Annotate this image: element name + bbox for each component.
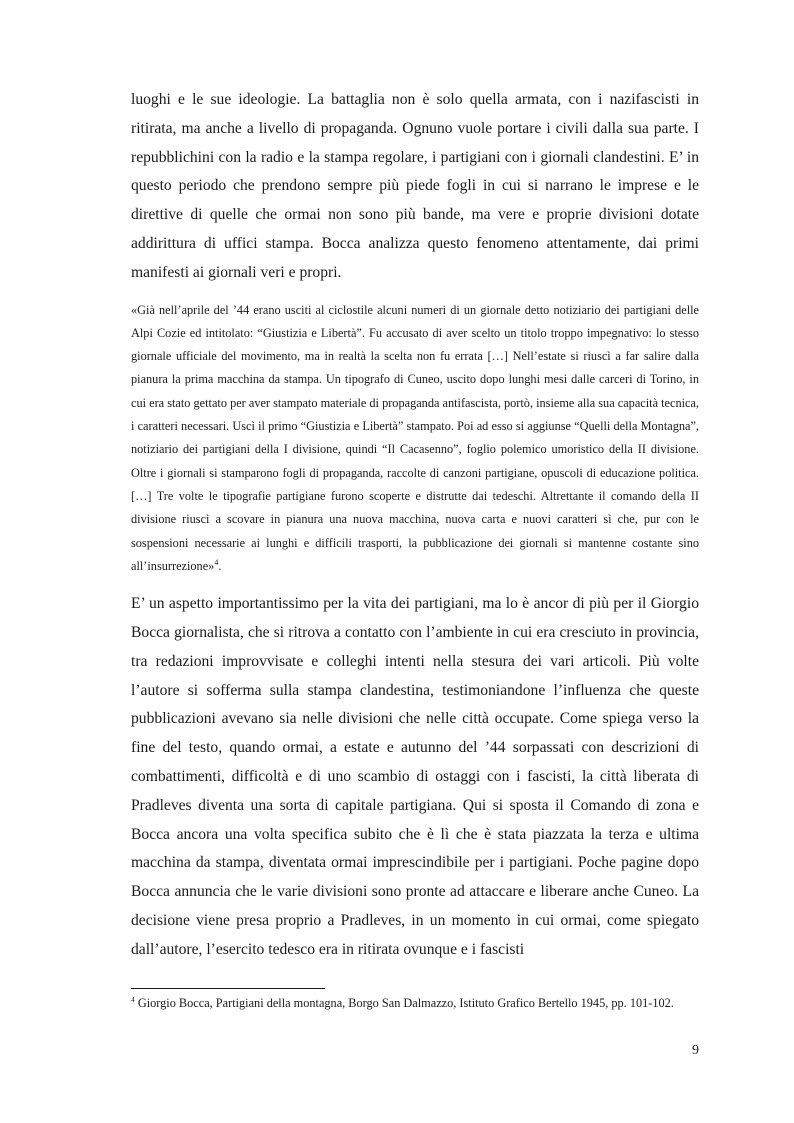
footnote-4 xyxy=(131,995,699,1012)
block-quote xyxy=(131,299,699,579)
page-number: 9 xyxy=(692,1043,699,1058)
page-body xyxy=(131,86,699,965)
block-quote-text: «Già nell’aprile del ’44 erano usciti al ciclostile alcuni numeri di un giornale detto notiziario dei partigiani delle Alpi Cozie ed intitolato: “Giustizia e Libertà”. Fu accusato di aver scelto un titolo troppo impegnativo: lo stesso giornale ufficiale del movimento, ma in realtà la scelta non fu errata […] Nell’estate si riuscì a far salire dalla pianura la prima macchina da stampa. Un tipografo di Cuneo, uscito dopo lunghi mesi dalle carceri di Torino, in cui era stato gettato per aver stampato materiale di propaganda antifascista, portò, insieme alla sua capacità tecnica, i caratteri necessari. Uscì il primo “Giustizia e Libertà” stampato. Poi ad esso si aggiunse “Quelli della Montagna”, notiziario dei partigiani della I divisione, quindi “Il Cacasenno”, foglio polemico umoristico della II divisione. Oltre i giornali si stamparono fogli di propaganda, raccolte di canzoni partigiane, opuscoli di educazione politica. […] Tre volte le tipografie partigiane furono scoperte e distrutte dai tedeschi. Altrettante il comando della II divisione riuscì a scovare in pianura una nuova macchina, nuova carta e nuovi caratteri sì che, pur con le sospensioni necessarie ai lunghi e difficili trasporti, la pubblicazione dei giornali si mantenne costante sino all’insurrezione» xyxy=(131,302,699,573)
block-quote-end: . xyxy=(218,558,222,573)
body-paragraph-2: E’ un aspetto importantissimo per la vita dei partigiani, ma lo è ancor di più per il Giorgio Bocca giornalista, che si ritrova a contatto con l’ambiente in cui era cresciuto in provincia, tra redazioni improvvisate e colleghi intenti nella stesura dei vari articoli. Più volte l’autore si sofferma sulla stampa clandestina, testimoniandone l’influenza che queste pubblicazioni avevano sia nelle divisioni che nelle città occupate. Come spiega verso la fine del testo, quando ormai, a estate e autunno del ’44 sorpassati con descrizioni di combattimenti, difficoltà e di uno scambio di ostaggi con i fascisti, la città liberata di Pradleves diventa una sorta di capitale partigiana. Qui si sposta il Comando di zona e Bocca ancora una volta specifica subito che è lì che è stata piazzata la terza e ultima macchina da stampa, diventata ormai imprescindibile per i partigiani. Poche pagine dopo Bocca annuncia che le varie divisioni sono pronte ad attaccare e liberare anche Cuneo. La decisione viene presa proprio a Pradleves, in un momento in cui ormai, come spiegato dall’autore, l’esercito tedesco era in ritirata ovunque e i fascisti xyxy=(131,595,699,958)
footnote-separator xyxy=(131,988,325,989)
body-paragraph-1: luoghi e le sue ideologie. La battaglia non è solo quella armata, con i nazifascisti in ritirata, ma anche a livello di propaganda. Ognuno vuole portare i civili dalla sua parte. I repubblichini con la radio e la stampa regolare, i partigiani con i giornali clandestini. E’ in questo periodo che prendono sempre più piede fogli in cui si narrano le imprese e le direttive di quelle che ormai non sono più bande, ma vere e proprie divisioni dotate addirittura di uffici stampa. Bocca analizza questo fenomeno attentamente, dai primi manifesti ai giornali veri e propri. xyxy=(131,91,699,281)
footnote-text: Giorgio Bocca, Partigiani della montagna, Borgo San Dalmazzo, Istituto Grafico Bertello 1945, pp. 101-102. xyxy=(134,996,674,1010)
footnote-mark: 4 xyxy=(131,994,135,1004)
footnote-reference-4[interactable]: 4 xyxy=(214,557,219,567)
